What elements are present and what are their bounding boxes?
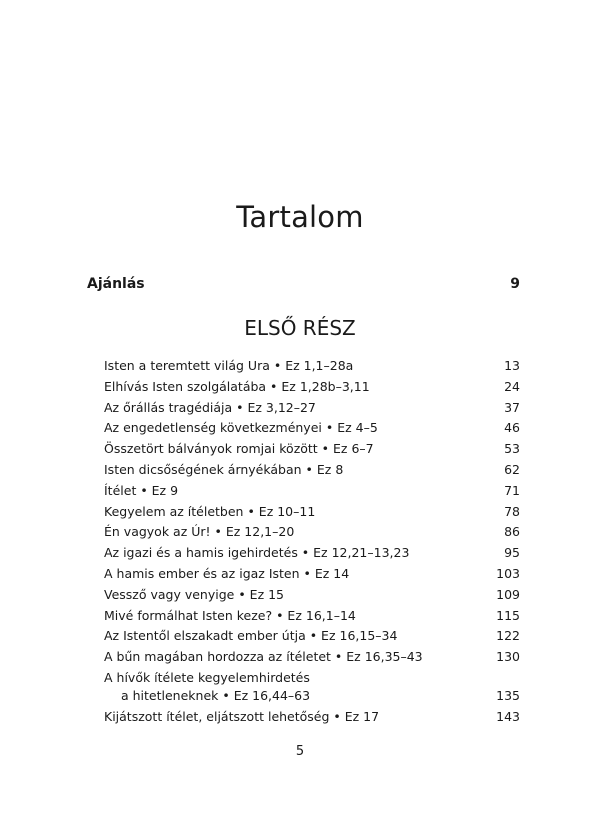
toc-entry-page: 115 <box>496 607 520 623</box>
toc-entry-page: 109 <box>496 586 520 602</box>
toc-entry <box>104 399 520 417</box>
toc-entry-page: 130 <box>496 649 520 665</box>
toc-entry <box>104 708 520 726</box>
toc-entry <box>104 419 520 437</box>
toc-entry <box>104 627 520 645</box>
toc-entry <box>104 607 520 625</box>
toc-entry-title: Az engedetlenség következményei • Ez 4–5 <box>104 420 378 436</box>
toc-entry <box>104 648 520 666</box>
page-title: Tartalom <box>236 200 364 235</box>
toc-entry-title: A hamis ember és az igaz Isten • Ez 14 <box>104 565 350 581</box>
toc-entry-title: Az igazi és a hamis igehirdetés • Ez 12,21–13,23 <box>104 545 410 561</box>
toc-entry-page: 24 <box>504 378 520 394</box>
toc-entry-page: 53 <box>504 441 520 457</box>
toc-entry <box>104 503 520 521</box>
toc-entry-title: Én vagyok az Úr! • Ez 12,1–20 <box>104 524 295 540</box>
toc-entry <box>104 482 520 500</box>
toc-entry <box>104 544 520 562</box>
toc-entry-title-line2: a hitetleneknek • Ez 16,44–63 <box>121 687 311 703</box>
toc-intro-row <box>87 275 520 293</box>
toc-entry <box>104 378 520 396</box>
table-of-contents <box>104 357 520 729</box>
toc-entry-title: Isten a teremtett világ Ura • Ez 1,1–28a <box>104 358 354 373</box>
toc-entry-title-line1: A hívők ítélete kegyelemhirdetés <box>104 669 310 685</box>
toc-entry <box>104 586 520 604</box>
toc-entry-page: 135 <box>496 687 520 703</box>
toc-entry-title: Mivé formálhat Isten keze? • Ez 16,1–14 <box>104 607 356 623</box>
toc-intro-page: 9 <box>510 276 520 292</box>
toc-entry-page: 86 <box>504 524 520 540</box>
toc-entry-title: Az Istentől elszakadt ember útja • Ez 16,15–34 <box>104 628 398 644</box>
toc-entry-page: 37 <box>504 399 520 415</box>
part-heading: ELSŐ RÉSZ <box>244 316 356 340</box>
page-number: 5 <box>295 744 305 759</box>
toc-entry-page: 71 <box>504 482 520 498</box>
toc-entry <box>104 523 520 541</box>
toc-entry-page: 95 <box>504 545 520 561</box>
toc-entry-title: Isten dicsőségének árnyékában • Ez 8 <box>104 461 344 477</box>
toc-entry <box>104 565 520 583</box>
toc-entry-page: 103 <box>496 565 520 581</box>
toc-entry <box>104 440 520 458</box>
toc-entry-page: 122 <box>496 628 520 644</box>
toc-entry <box>104 669 520 705</box>
toc-entry-title: Elhívás Isten szolgálatába • Ez 1,28b–3,11 <box>104 378 370 394</box>
toc-entry-title: Vessző vagy venyige • Ez 15 <box>104 586 285 602</box>
toc-entry <box>104 357 520 375</box>
toc-entry-title: Kijátszott ítélet, eljátszott lehetőség • Ez 17 <box>104 708 380 724</box>
toc-entry-page: 46 <box>504 420 520 436</box>
toc-entry-page: 62 <box>504 461 520 477</box>
toc-intro-label: Ajánlás <box>87 276 145 292</box>
toc-entry-page: 13 <box>504 358 520 373</box>
toc-entry-title: Ítélet • Ez 9 <box>104 482 179 498</box>
toc-entry-title: Kegyelem az ítéletben • Ez 10–11 <box>104 503 316 519</box>
toc-entry-title: Összetört bálványok romjai között • Ez 6–7 <box>104 441 374 457</box>
toc-entry-page: 78 <box>504 503 520 519</box>
toc-entry-page: 143 <box>496 708 520 724</box>
toc-entry-title: Az őrállás tragédiája • Ez 3,12–27 <box>104 399 316 415</box>
toc-entry-title: A bűn magában hordozza az ítéletet • Ez 16,35–43 <box>104 649 423 665</box>
toc-entry-title <box>104 669 496 705</box>
toc-entry <box>104 461 520 479</box>
